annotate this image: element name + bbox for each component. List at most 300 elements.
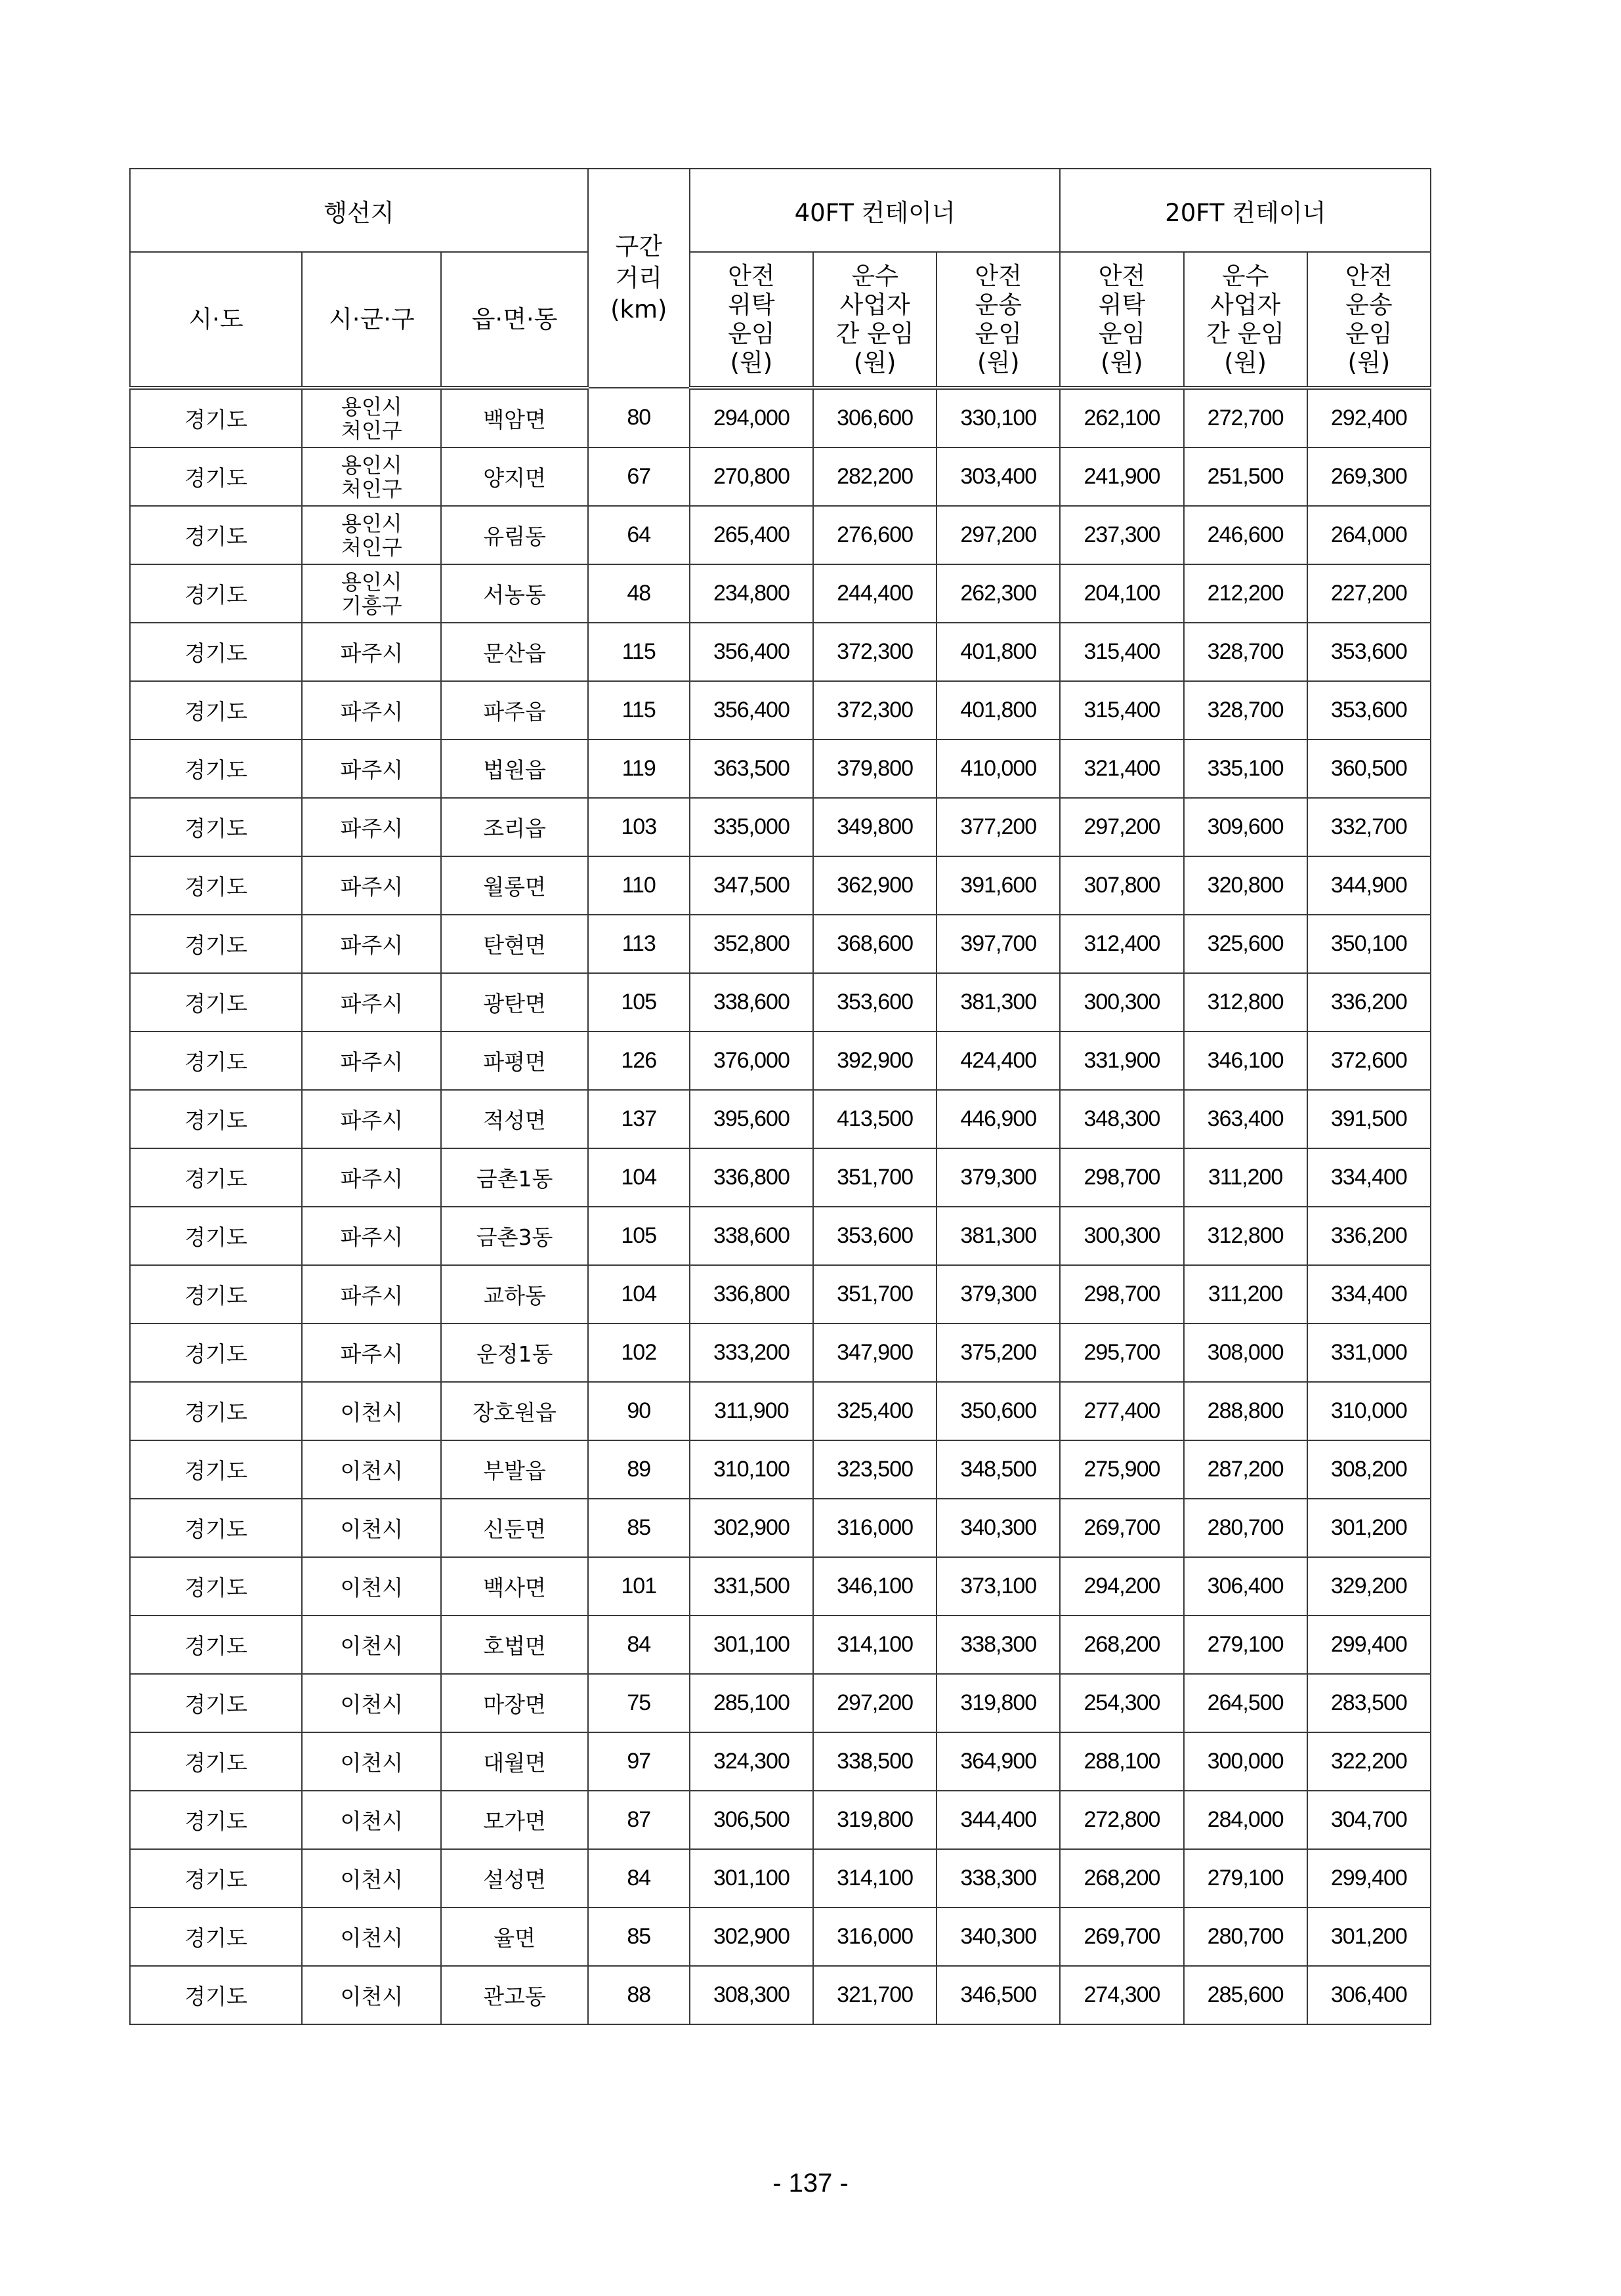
cell-40ft-safe-consignment: 335,000 [690,798,813,856]
cell-20ft-safe-consignment: 268,200 [1060,1616,1183,1674]
cell-sido: 경기도 [130,1557,302,1616]
header-20ft-safe-consignment-rate: 안전 위탁 운임 (원) [1060,252,1183,388]
cell-40ft-safe-transport: 350,600 [937,1382,1060,1440]
cell-distance: 48 [588,564,690,623]
cell-20ft-carrier: 251,500 [1184,448,1307,506]
cell-distance: 126 [588,1032,690,1090]
table-row [130,1207,1431,1265]
cell-40ft-safe-consignment: 347,500 [690,856,813,915]
cell-40ft-safe-consignment: 234,800 [690,564,813,623]
cell-distance: 67 [588,448,690,506]
cell-eupmyeondong: 대월면 [441,1732,587,1791]
cell-distance: 85 [588,1908,690,1966]
cell-40ft-carrier: 362,900 [813,856,937,915]
cell-40ft-carrier: 372,300 [813,681,937,740]
cell-40ft-carrier: 314,100 [813,1616,937,1674]
cell-40ft-carrier: 349,800 [813,798,937,856]
cell-40ft-safe-transport: 379,300 [937,1265,1060,1324]
table-row [130,1090,1431,1148]
cell-20ft-safe-transport: 306,400 [1307,1966,1431,2024]
cell-40ft-carrier: 351,700 [813,1265,937,1324]
cell-distance: 90 [588,1382,690,1440]
cell-sido: 경기도 [130,1849,302,1908]
cell-40ft-safe-transport: 446,900 [937,1090,1060,1148]
table-row [130,1966,1431,2024]
table-row [130,1732,1431,1791]
cell-distance: 84 [588,1849,690,1908]
cell-sido: 경기도 [130,1207,302,1265]
cell-40ft-safe-transport: 375,200 [937,1324,1060,1382]
cell-20ft-carrier: 279,100 [1184,1616,1307,1674]
cell-sido: 경기도 [130,1791,302,1849]
cell-distance: 80 [588,388,690,448]
cell-sigungu: 파주시 [302,1090,441,1148]
cell-20ft-carrier: 212,200 [1184,564,1307,623]
table-row [130,798,1431,856]
cell-sido: 경기도 [130,1090,302,1148]
table-row [130,1499,1431,1557]
cell-40ft-safe-transport: 344,400 [937,1791,1060,1849]
cell-20ft-carrier: 320,800 [1184,856,1307,915]
cell-40ft-safe-transport: 424,400 [937,1032,1060,1090]
cell-eupmyeondong: 금촌3동 [441,1207,587,1265]
cell-20ft-safe-consignment: 295,700 [1060,1324,1183,1382]
cell-20ft-carrier: 328,700 [1184,681,1307,740]
table-header [130,169,1431,388]
header-40ft-safe-consignment-rate: 안전 위탁 운임 (원) [690,252,813,388]
cell-sido: 경기도 [130,564,302,623]
table-row [130,1557,1431,1616]
cell-20ft-carrier: 311,200 [1184,1148,1307,1207]
cell-sido: 경기도 [130,915,302,973]
cell-40ft-safe-consignment: 352,800 [690,915,813,973]
cell-40ft-safe-transport: 338,300 [937,1849,1060,1908]
cell-distance: 105 [588,1207,690,1265]
cell-40ft-safe-consignment: 301,100 [690,1616,813,1674]
cell-20ft-safe-transport: 353,600 [1307,623,1431,681]
cell-20ft-safe-transport: 334,400 [1307,1148,1431,1207]
cell-40ft-carrier: 413,500 [813,1090,937,1148]
cell-sido: 경기도 [130,1382,302,1440]
cell-20ft-safe-transport: 299,400 [1307,1849,1431,1908]
cell-sido: 경기도 [130,1499,302,1557]
cell-20ft-safe-transport: 310,000 [1307,1382,1431,1440]
cell-sigungu: 파주시 [302,798,441,856]
table-row [130,1265,1431,1324]
cell-distance: 113 [588,915,690,973]
cell-20ft-safe-consignment: 315,400 [1060,681,1183,740]
cell-eupmyeondong: 파평면 [441,1032,587,1090]
cell-sido: 경기도 [130,506,302,564]
header-40ft-safe-transport-rate: 안전 운송 운임 (원) [937,252,1060,388]
cell-20ft-carrier: 280,700 [1184,1908,1307,1966]
table-body [130,388,1431,2024]
cell-20ft-safe-consignment: 269,700 [1060,1908,1183,1966]
cell-20ft-carrier: 335,100 [1184,740,1307,798]
cell-20ft-safe-transport: 283,500 [1307,1674,1431,1732]
cell-40ft-safe-transport: 401,800 [937,681,1060,740]
table-row [130,623,1431,681]
cell-20ft-safe-transport: 308,200 [1307,1440,1431,1499]
table-row [130,388,1431,448]
cell-sigungu: 이천시 [302,1616,441,1674]
cell-40ft-safe-transport: 338,300 [937,1616,1060,1674]
cell-40ft-safe-consignment: 331,500 [690,1557,813,1616]
cell-distance: 103 [588,798,690,856]
cell-20ft-carrier: 280,700 [1184,1499,1307,1557]
cell-sigungu: 이천시 [302,1791,441,1849]
cell-20ft-safe-consignment: 297,200 [1060,798,1183,856]
table-row [130,740,1431,798]
cell-sigungu: 이천시 [302,1557,441,1616]
cell-20ft-safe-consignment: 272,800 [1060,1791,1183,1849]
table-row [130,1674,1431,1732]
cell-20ft-safe-consignment: 254,300 [1060,1674,1183,1732]
cell-20ft-carrier: 328,700 [1184,623,1307,681]
cell-40ft-safe-consignment: 285,100 [690,1674,813,1732]
cell-eupmyeondong: 율면 [441,1908,587,1966]
cell-40ft-carrier: 314,100 [813,1849,937,1908]
cell-40ft-safe-transport: 346,500 [937,1966,1060,2024]
cell-sigungu: 파주시 [302,1324,441,1382]
cell-40ft-carrier: 353,600 [813,973,937,1032]
cell-eupmyeondong: 유림동 [441,506,587,564]
cell-eupmyeondong: 부발읍 [441,1440,587,1499]
cell-40ft-carrier: 306,600 [813,388,937,448]
cell-sido: 경기도 [130,1616,302,1674]
header-40ft-carrier-rate: 운수 사업자 간 운임 (원) [813,252,937,388]
cell-40ft-safe-consignment: 356,400 [690,623,813,681]
cell-distance: 137 [588,1090,690,1148]
cell-eupmyeondong: 마장면 [441,1674,587,1732]
cell-40ft-carrier: 316,000 [813,1908,937,1966]
cell-40ft-carrier: 319,800 [813,1791,937,1849]
table-row [130,1849,1431,1908]
table-row [130,1440,1431,1499]
header-destination: 행선지 [130,169,588,252]
cell-20ft-safe-transport: 353,600 [1307,681,1431,740]
cell-sido: 경기도 [130,1148,302,1207]
header-eupmyeondong: 읍·면·동 [441,252,587,388]
cell-40ft-carrier: 325,400 [813,1382,937,1440]
cell-sigungu: 파주시 [302,973,441,1032]
cell-sido: 경기도 [130,681,302,740]
cell-20ft-carrier: 287,200 [1184,1440,1307,1499]
header-20ft-container: 20FT 컨테이너 [1060,169,1431,252]
cell-40ft-safe-transport: 377,200 [937,798,1060,856]
cell-distance: 64 [588,506,690,564]
cell-20ft-safe-transport: 301,200 [1307,1908,1431,1966]
cell-sido: 경기도 [130,1032,302,1090]
cell-40ft-safe-consignment: 333,200 [690,1324,813,1382]
cell-40ft-carrier: 346,100 [813,1557,937,1616]
cell-40ft-carrier: 368,600 [813,915,937,973]
cell-sigungu: 파주시 [302,1032,441,1090]
table-row [130,448,1431,506]
cell-20ft-carrier: 325,600 [1184,915,1307,973]
cell-20ft-safe-transport: 264,000 [1307,506,1431,564]
cell-distance: 119 [588,740,690,798]
cell-sigungu: 파주시 [302,740,441,798]
cell-20ft-safe-transport: 336,200 [1307,1207,1431,1265]
table-row [130,681,1431,740]
cell-20ft-safe-consignment: 312,400 [1060,915,1183,973]
cell-distance: 110 [588,856,690,915]
cell-20ft-safe-transport: 360,500 [1307,740,1431,798]
cell-40ft-safe-consignment: 311,900 [690,1382,813,1440]
cell-20ft-safe-transport: 301,200 [1307,1499,1431,1557]
cell-40ft-safe-transport: 303,400 [937,448,1060,506]
cell-40ft-safe-transport: 410,000 [937,740,1060,798]
table-row [130,1382,1431,1440]
cell-40ft-safe-transport: 381,300 [937,973,1060,1032]
cell-sido: 경기도 [130,856,302,915]
cell-40ft-safe-consignment: 336,800 [690,1148,813,1207]
cell-40ft-safe-transport: 397,700 [937,915,1060,973]
cell-40ft-safe-consignment: 302,900 [690,1908,813,1966]
cell-sigungu: 이천시 [302,1732,441,1791]
header-20ft-safe-transport-rate: 안전 운송 운임 (원) [1307,252,1431,388]
cell-40ft-safe-consignment: 363,500 [690,740,813,798]
cell-40ft-safe-consignment: 376,000 [690,1032,813,1090]
cell-distance: 87 [588,1791,690,1849]
cell-eupmyeondong: 장호원읍 [441,1382,587,1440]
cell-40ft-safe-consignment: 310,100 [690,1440,813,1499]
cell-20ft-carrier: 279,100 [1184,1849,1307,1908]
cell-sigungu: 파주시 [302,1148,441,1207]
freight-rate-table [129,168,1431,2025]
cell-distance: 101 [588,1557,690,1616]
cell-20ft-safe-consignment: 315,400 [1060,623,1183,681]
cell-sido: 경기도 [130,1265,302,1324]
cell-eupmyeondong: 적성면 [441,1090,587,1148]
cell-sigungu: 이천시 [302,1849,441,1908]
header-40ft-container: 40FT 컨테이너 [690,169,1061,252]
cell-sigungu: 파주시 [302,915,441,973]
cell-sido: 경기도 [130,1440,302,1499]
cell-20ft-safe-transport: 336,200 [1307,973,1431,1032]
cell-40ft-safe-transport: 340,300 [937,1499,1060,1557]
cell-sigungu: 파주시 [302,856,441,915]
cell-distance: 104 [588,1265,690,1324]
cell-40ft-safe-transport: 379,300 [937,1148,1060,1207]
cell-20ft-safe-consignment: 268,200 [1060,1849,1183,1908]
cell-sigungu: 이천시 [302,1382,441,1440]
cell-40ft-safe-consignment: 324,300 [690,1732,813,1791]
cell-sido: 경기도 [130,1966,302,2024]
cell-20ft-safe-transport: 350,100 [1307,915,1431,973]
cell-20ft-safe-transport: 331,000 [1307,1324,1431,1382]
cell-20ft-safe-consignment: 331,900 [1060,1032,1183,1090]
cell-40ft-carrier: 321,700 [813,1966,937,2024]
cell-20ft-carrier: 306,400 [1184,1557,1307,1616]
cell-20ft-carrier: 312,800 [1184,973,1307,1032]
cell-40ft-safe-transport: 348,500 [937,1440,1060,1499]
cell-40ft-safe-transport: 262,300 [937,564,1060,623]
cell-20ft-safe-consignment: 300,300 [1060,973,1183,1032]
cell-20ft-safe-transport: 372,600 [1307,1032,1431,1090]
cell-20ft-safe-consignment: 294,200 [1060,1557,1183,1616]
cell-sido: 경기도 [130,740,302,798]
cell-distance: 97 [588,1732,690,1791]
cell-eupmyeondong: 탄현면 [441,915,587,973]
cell-eupmyeondong: 파주읍 [441,681,587,740]
table-row [130,1791,1431,1849]
cell-sido: 경기도 [130,1908,302,1966]
table-row [130,564,1431,623]
cell-sido: 경기도 [130,448,302,506]
cell-distance: 102 [588,1324,690,1382]
cell-20ft-safe-transport: 299,400 [1307,1616,1431,1674]
cell-20ft-carrier: 311,200 [1184,1265,1307,1324]
table-row [130,1148,1431,1207]
cell-20ft-safe-transport: 304,700 [1307,1791,1431,1849]
cell-20ft-safe-transport: 344,900 [1307,856,1431,915]
cell-20ft-safe-consignment: 298,700 [1060,1148,1183,1207]
cell-distance: 105 [588,973,690,1032]
cell-distance: 89 [588,1440,690,1499]
cell-40ft-safe-consignment: 270,800 [690,448,813,506]
header-distance: 구간 거리 (km) [588,169,690,388]
cell-sigungu: 파주시 [302,1207,441,1265]
cell-eupmyeondong: 백사면 [441,1557,587,1616]
cell-40ft-carrier: 372,300 [813,623,937,681]
table-row [130,856,1431,915]
cell-20ft-carrier: 285,600 [1184,1966,1307,2024]
cell-20ft-safe-consignment: 307,800 [1060,856,1183,915]
cell-sido: 경기도 [130,1732,302,1791]
cell-20ft-carrier: 264,500 [1184,1674,1307,1732]
cell-sido: 경기도 [130,1324,302,1382]
cell-40ft-safe-consignment: 338,600 [690,973,813,1032]
header-sigungu: 시·군·구 [302,252,441,388]
cell-40ft-carrier: 282,200 [813,448,937,506]
cell-sigungu: 이천시 [302,1674,441,1732]
cell-20ft-safe-consignment: 204,100 [1060,564,1183,623]
cell-20ft-carrier: 363,400 [1184,1090,1307,1148]
cell-eupmyeondong: 설성면 [441,1849,587,1908]
cell-40ft-carrier: 379,800 [813,740,937,798]
cell-40ft-safe-consignment: 265,400 [690,506,813,564]
cell-20ft-safe-transport: 269,300 [1307,448,1431,506]
cell-40ft-carrier: 323,500 [813,1440,937,1499]
cell-sigungu: 이천시 [302,1499,441,1557]
cell-eupmyeondong: 호법면 [441,1616,587,1674]
cell-40ft-carrier: 276,600 [813,506,937,564]
cell-20ft-carrier: 300,000 [1184,1732,1307,1791]
cell-20ft-carrier: 346,100 [1184,1032,1307,1090]
cell-distance: 115 [588,623,690,681]
cell-sido: 경기도 [130,1674,302,1732]
cell-40ft-safe-transport: 319,800 [937,1674,1060,1732]
cell-20ft-safe-consignment: 275,900 [1060,1440,1183,1499]
cell-40ft-safe-consignment: 395,600 [690,1090,813,1148]
cell-40ft-safe-transport: 364,900 [937,1732,1060,1791]
cell-eupmyeondong: 모가면 [441,1791,587,1849]
cell-sigungu: 파주시 [302,681,441,740]
cell-20ft-carrier: 312,800 [1184,1207,1307,1265]
cell-40ft-safe-consignment: 336,800 [690,1265,813,1324]
cell-40ft-safe-transport: 381,300 [937,1207,1060,1265]
cell-40ft-safe-transport: 330,100 [937,388,1060,448]
cell-eupmyeondong: 신둔면 [441,1499,587,1557]
cell-20ft-safe-transport: 332,700 [1307,798,1431,856]
cell-20ft-safe-consignment: 298,700 [1060,1265,1183,1324]
cell-40ft-safe-transport: 297,200 [937,506,1060,564]
cell-20ft-safe-transport: 334,400 [1307,1265,1431,1324]
cell-distance: 85 [588,1499,690,1557]
cell-20ft-carrier: 272,700 [1184,388,1307,448]
cell-40ft-safe-consignment: 302,900 [690,1499,813,1557]
cell-sigungu: 이천시 [302,1966,441,2024]
cell-20ft-safe-transport: 292,400 [1307,388,1431,448]
cell-sigungu: 파주시 [302,1265,441,1324]
cell-eupmyeondong: 조리읍 [441,798,587,856]
cell-20ft-carrier: 309,600 [1184,798,1307,856]
cell-eupmyeondong: 서농동 [441,564,587,623]
cell-40ft-carrier: 392,900 [813,1032,937,1090]
cell-20ft-safe-consignment: 274,300 [1060,1966,1183,2024]
cell-20ft-safe-consignment: 288,100 [1060,1732,1183,1791]
cell-distance: 84 [588,1616,690,1674]
cell-20ft-safe-consignment: 300,300 [1060,1207,1183,1265]
cell-40ft-carrier: 316,000 [813,1499,937,1557]
cell-40ft-safe-consignment: 356,400 [690,681,813,740]
cell-20ft-safe-consignment: 269,700 [1060,1499,1183,1557]
cell-40ft-safe-transport: 391,600 [937,856,1060,915]
table-row [130,1032,1431,1090]
table-row [130,1616,1431,1674]
cell-20ft-safe-transport: 391,500 [1307,1090,1431,1148]
cell-40ft-safe-transport: 340,300 [937,1908,1060,1966]
cell-20ft-carrier: 284,000 [1184,1791,1307,1849]
cell-eupmyeondong: 금촌1동 [441,1148,587,1207]
cell-sigungu: 용인시 기흥구 [302,564,441,623]
cell-distance: 75 [588,1674,690,1732]
cell-40ft-safe-consignment: 301,100 [690,1849,813,1908]
cell-eupmyeondong: 관고동 [441,1966,587,2024]
cell-40ft-safe-consignment: 338,600 [690,1207,813,1265]
cell-40ft-carrier: 244,400 [813,564,937,623]
cell-sido: 경기도 [130,973,302,1032]
cell-20ft-safe-transport: 322,200 [1307,1732,1431,1791]
cell-20ft-safe-consignment: 348,300 [1060,1090,1183,1148]
cell-40ft-carrier: 347,900 [813,1324,937,1382]
cell-sido: 경기도 [130,388,302,448]
cell-eupmyeondong: 교하동 [441,1265,587,1324]
cell-40ft-carrier: 297,200 [813,1674,937,1732]
header-sido: 시·도 [130,252,302,388]
cell-distance: 104 [588,1148,690,1207]
cell-distance: 88 [588,1966,690,2024]
cell-eupmyeondong: 광탄면 [441,973,587,1032]
cell-sigungu: 파주시 [302,623,441,681]
cell-sigungu: 용인시 처인구 [302,388,441,448]
table-row [130,1324,1431,1382]
cell-40ft-safe-transport: 401,800 [937,623,1060,681]
cell-40ft-safe-consignment: 306,500 [690,1791,813,1849]
cell-sido: 경기도 [130,798,302,856]
table-row [130,1908,1431,1966]
cell-20ft-safe-consignment: 321,400 [1060,740,1183,798]
cell-20ft-carrier: 288,800 [1184,1382,1307,1440]
cell-40ft-safe-transport: 373,100 [937,1557,1060,1616]
header-20ft-carrier-rate: 운수 사업자 간 운임 (원) [1184,252,1307,388]
cell-sigungu: 이천시 [302,1440,441,1499]
cell-20ft-safe-consignment: 237,300 [1060,506,1183,564]
cell-20ft-safe-consignment: 277,400 [1060,1382,1183,1440]
cell-sigungu: 용인시 처인구 [302,506,441,564]
